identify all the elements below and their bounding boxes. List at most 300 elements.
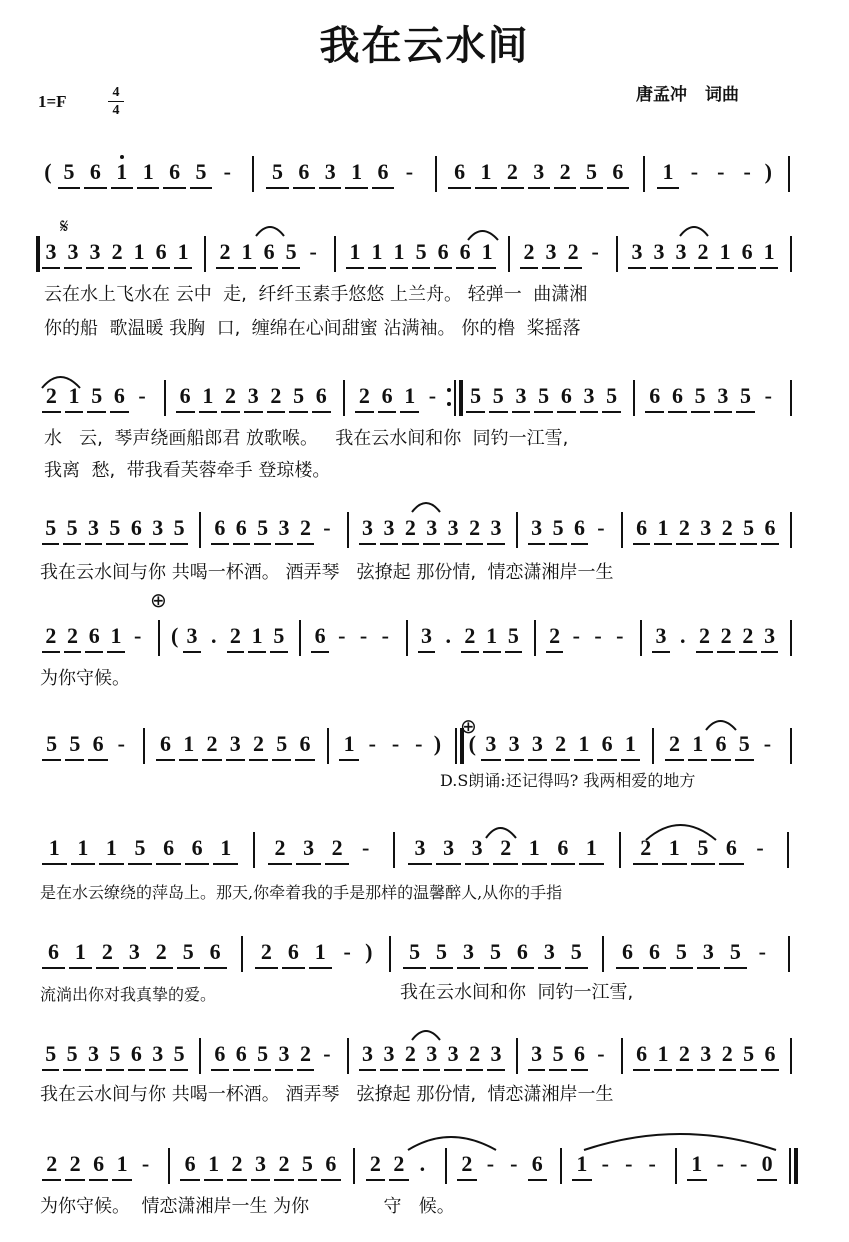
- note: -: [758, 939, 766, 964]
- note: 3: [362, 1041, 374, 1066]
- note: 5: [694, 383, 706, 408]
- note: 1: [241, 239, 253, 264]
- note: 5: [182, 939, 194, 964]
- note: 6: [725, 835, 737, 860]
- note: (: [44, 159, 52, 184]
- note: 6: [557, 835, 569, 860]
- note: 1: [486, 623, 498, 648]
- note: 3: [490, 515, 502, 540]
- note: 2: [206, 731, 218, 756]
- note: 3: [764, 623, 776, 648]
- note: 2: [668, 731, 680, 756]
- note: 5: [740, 383, 752, 408]
- note: 3: [545, 239, 557, 264]
- note: 6: [191, 835, 203, 860]
- note: 3: [152, 515, 164, 540]
- note: 2: [640, 835, 652, 860]
- note: 2: [45, 623, 57, 648]
- note: 5: [173, 1041, 185, 1066]
- note: 1: [624, 731, 636, 756]
- note: 2: [404, 515, 416, 540]
- note: 2: [369, 1151, 381, 1176]
- note: 3: [531, 1041, 543, 1066]
- note: 5: [276, 731, 288, 756]
- note: 1: [763, 239, 775, 264]
- meter-bottom: 4: [112, 103, 120, 118]
- note: 1: [351, 159, 363, 184]
- note: 3: [508, 731, 520, 756]
- note: 6: [437, 239, 449, 264]
- note: 1: [719, 239, 731, 264]
- note: 3: [583, 383, 595, 408]
- note: 1: [349, 239, 361, 264]
- note: -: [391, 731, 400, 756]
- note: 5: [606, 383, 618, 408]
- note: 2: [231, 1151, 243, 1176]
- note: -: [141, 1151, 150, 1176]
- note: 1: [74, 939, 86, 964]
- note: 5: [45, 515, 57, 540]
- note: 3: [421, 623, 432, 648]
- note: 5: [293, 383, 305, 408]
- narration-line-1: D.S朗诵:还记得吗? 我两相爱的地方: [440, 771, 696, 790]
- note: 1: [220, 835, 232, 860]
- note: 3: [254, 1151, 266, 1176]
- key-signature: 1=F: [38, 92, 67, 111]
- note: 3: [717, 383, 729, 408]
- note: -: [763, 731, 772, 756]
- note: 1: [77, 835, 89, 860]
- note: 5: [91, 383, 103, 408]
- note: 2: [500, 835, 512, 860]
- narration-line-3: 流淌出你对我真挚的爱。: [40, 985, 217, 1004]
- note: 6: [163, 835, 175, 860]
- note: (: [468, 731, 476, 756]
- note: 6: [612, 159, 624, 184]
- note: 1: [528, 835, 540, 860]
- note: 1: [314, 939, 326, 964]
- note: 5: [173, 515, 185, 540]
- note: 6: [235, 1041, 247, 1066]
- note: 5: [273, 623, 285, 648]
- note: -: [743, 159, 751, 184]
- note: 6: [648, 939, 660, 964]
- lyric-line-7: 我在云水间和你 同钓一江雪,: [400, 982, 634, 1003]
- note: 3: [152, 1041, 164, 1066]
- note: 6: [573, 1041, 585, 1066]
- note: 1: [142, 159, 154, 184]
- note: 3: [45, 239, 57, 264]
- note: 1: [692, 731, 704, 756]
- note: 6: [649, 383, 661, 408]
- note: 6: [92, 731, 104, 756]
- note: 3: [490, 1041, 502, 1066]
- note: 6: [381, 383, 393, 408]
- note: 5: [301, 1151, 313, 1176]
- note: 2: [742, 623, 754, 648]
- note: 6: [325, 1151, 337, 1176]
- note: .: [210, 623, 217, 648]
- note: 2: [274, 835, 286, 860]
- note: -: [616, 623, 624, 648]
- note: 5: [109, 515, 121, 540]
- repeat-start-bar: [36, 236, 40, 272]
- note: -: [323, 1041, 331, 1066]
- note: 2: [464, 623, 476, 648]
- note: 6: [214, 1041, 226, 1066]
- note: 2: [358, 383, 370, 408]
- note: 5: [45, 1041, 57, 1066]
- coda-mark-2: ⊕: [460, 714, 477, 738]
- note: 6: [155, 239, 167, 264]
- note: 6: [179, 383, 191, 408]
- note: 5: [470, 383, 482, 408]
- note: 6: [113, 383, 125, 408]
- note: 2: [252, 731, 264, 756]
- lyric-line-1b: 你的船 歌温暖 我胸 口, 缠绵在心间甜蜜 沾满袖。 你的橹 桨摇落: [44, 318, 581, 339]
- note: -: [601, 1151, 609, 1176]
- note: 1: [404, 383, 416, 408]
- note: 3: [447, 515, 459, 540]
- note: 1: [657, 1041, 669, 1066]
- note: 2: [69, 1151, 81, 1176]
- note: 6: [235, 515, 247, 540]
- note: 3: [531, 731, 543, 756]
- note: 5: [271, 159, 283, 184]
- note: 5: [489, 939, 501, 964]
- note: 3: [128, 939, 140, 964]
- note: 2: [299, 515, 311, 540]
- note: 6: [764, 515, 776, 540]
- note: 5: [729, 939, 741, 964]
- note: 6: [89, 159, 101, 184]
- note: 6: [516, 939, 528, 964]
- note: 5: [63, 159, 75, 184]
- note: 1: [105, 835, 117, 860]
- note: 5: [492, 383, 504, 408]
- note: 2: [219, 239, 231, 264]
- note: 5: [675, 939, 687, 964]
- note: 3: [533, 159, 545, 184]
- note: 3: [485, 731, 497, 756]
- note: 3: [447, 1041, 459, 1066]
- note: 1: [251, 623, 263, 648]
- note: 2: [155, 939, 167, 964]
- note: 5: [415, 239, 427, 264]
- note: 1: [668, 835, 680, 860]
- note: 3: [67, 239, 79, 264]
- note: 3: [324, 159, 336, 184]
- note: 3: [88, 515, 100, 540]
- note: 6: [209, 939, 221, 964]
- note: 1: [576, 1151, 588, 1176]
- note: 6: [459, 239, 471, 264]
- note: 1: [116, 159, 128, 184]
- note: 3: [463, 939, 474, 964]
- note: 3: [653, 239, 665, 264]
- note: (: [170, 623, 179, 648]
- note: -: [591, 239, 599, 264]
- lyric-line-3: 我在云水间与你 共喝一杯酒。 酒弄琴 弦撩起 那份情, 情恋潇湘岸一生: [40, 562, 614, 583]
- note: 1: [691, 1151, 703, 1176]
- note: 3: [700, 1041, 712, 1066]
- note: 5: [257, 515, 269, 540]
- note: 2: [678, 1041, 690, 1066]
- note: 1: [578, 731, 590, 756]
- note: -: [368, 731, 376, 756]
- note: -: [510, 1151, 518, 1176]
- note: 1: [116, 1151, 128, 1176]
- note: -: [405, 159, 414, 184]
- note: 2: [567, 239, 579, 264]
- note: 6: [636, 515, 648, 540]
- note: 5: [743, 515, 755, 540]
- note: 6: [715, 731, 727, 756]
- note: 3: [303, 835, 315, 860]
- note: 6: [47, 939, 59, 964]
- note: 2: [299, 1041, 311, 1066]
- note: 5: [586, 159, 598, 184]
- note: 5: [66, 515, 78, 540]
- lyric-line-8: 我在云水间与你 共喝一杯酒。 酒弄琴 弦撩起 那份情, 情恋潇湘岸一生: [40, 1084, 614, 1105]
- note: 5: [134, 835, 146, 860]
- note: 1: [208, 1151, 220, 1176]
- note: .: [679, 623, 686, 648]
- note: 1: [480, 159, 492, 184]
- note: 2: [45, 383, 57, 408]
- note: 2: [721, 1041, 733, 1066]
- note: 1: [585, 835, 597, 860]
- note: 6: [636, 1041, 648, 1066]
- note: 3: [655, 623, 667, 648]
- note: -: [428, 383, 437, 408]
- note: 6: [601, 731, 613, 756]
- lyric-line-2: 水 云, 琴声绕画船郎君 放歌喉。 我在云水间和你 同钓一江雪,: [44, 428, 569, 449]
- note: 1: [202, 383, 214, 408]
- note: 3: [675, 239, 687, 264]
- note: 3: [531, 515, 543, 540]
- note: 3: [362, 515, 374, 540]
- note: 6: [130, 515, 142, 540]
- note: 5: [195, 159, 207, 184]
- note: -: [486, 1151, 495, 1176]
- note: -: [117, 731, 125, 756]
- note: -: [597, 1041, 605, 1066]
- note: 2: [393, 1151, 405, 1176]
- note: 6: [560, 383, 572, 408]
- note: 3: [229, 731, 241, 756]
- note: -: [764, 383, 772, 408]
- note: 1: [110, 623, 122, 648]
- note: -: [625, 1151, 633, 1176]
- note: 2: [678, 515, 690, 540]
- note: -: [381, 623, 389, 648]
- note: 3: [543, 939, 555, 964]
- note: 1: [177, 239, 189, 264]
- note: 5: [109, 1041, 121, 1066]
- note: 6: [93, 1151, 105, 1176]
- note: 5: [507, 623, 519, 648]
- note: 2: [721, 515, 733, 540]
- note: -: [362, 835, 370, 860]
- note: 3: [247, 383, 259, 408]
- note: 5: [743, 1041, 755, 1066]
- segno-mark: 𝄋: [60, 214, 69, 238]
- note: 6: [88, 623, 100, 648]
- note: 2: [260, 939, 272, 964]
- note: 6: [573, 515, 585, 540]
- note: 3: [89, 239, 101, 264]
- note: 2: [46, 1151, 58, 1176]
- note: 3: [383, 1041, 395, 1066]
- note: ): [764, 159, 772, 184]
- note: 6: [287, 939, 299, 964]
- note: 2: [559, 159, 571, 184]
- note: 6: [315, 383, 327, 408]
- note: 6: [377, 159, 389, 184]
- note: 2: [469, 515, 481, 540]
- note: 2: [331, 835, 343, 860]
- note: ): [365, 939, 373, 964]
- note: -: [597, 515, 605, 540]
- note: 2: [555, 731, 567, 756]
- note: 5: [46, 731, 58, 756]
- note: 3: [471, 835, 483, 860]
- note: 3: [383, 515, 395, 540]
- note: 6: [764, 1041, 776, 1066]
- note: 5: [738, 731, 750, 756]
- note: 5: [409, 939, 421, 964]
- note: 1: [343, 731, 355, 756]
- note: 2: [278, 1151, 290, 1176]
- note: 2: [225, 383, 237, 408]
- note: 2: [461, 1151, 473, 1176]
- note: 6: [263, 239, 275, 264]
- note: 5: [436, 939, 448, 964]
- note: 5: [697, 835, 709, 860]
- note: -: [223, 159, 231, 184]
- note: 5: [552, 515, 564, 540]
- note: 1: [68, 383, 80, 408]
- note: 3: [426, 515, 438, 540]
- note: 2: [523, 239, 535, 264]
- note: 6: [671, 383, 683, 408]
- note: 1: [133, 239, 145, 264]
- note: 3: [515, 383, 527, 408]
- note: 2: [270, 383, 282, 408]
- note: 6: [298, 159, 310, 184]
- note: 5: [552, 1041, 564, 1066]
- note: -: [359, 623, 368, 648]
- note: 6: [454, 159, 466, 184]
- note: 2: [698, 623, 710, 648]
- note: -: [138, 383, 146, 408]
- note: 1: [657, 515, 669, 540]
- note: 2: [101, 939, 113, 964]
- note: 3: [88, 1041, 100, 1066]
- note: 1: [393, 239, 405, 264]
- note: 2: [404, 1041, 416, 1066]
- note: 3: [186, 623, 198, 648]
- note: .: [445, 623, 451, 648]
- note: 6: [159, 731, 171, 756]
- lyric-line-4: 为你守候。: [40, 668, 130, 689]
- note: 1: [183, 731, 195, 756]
- note: 3: [414, 835, 426, 860]
- note: 2: [697, 239, 709, 264]
- note: 5: [257, 1041, 269, 1066]
- note: -: [338, 623, 346, 648]
- author-name: 唐孟冲: [636, 85, 687, 105]
- lyric-line-2b: 我离 愁, 带我看芙蓉牵手 登琼楼。: [44, 460, 331, 481]
- note: 1: [662, 159, 674, 184]
- lyric-line-9: 为你守候。 情恋潇湘岸一生 为你 守 候。: [40, 1196, 455, 1217]
- note: 5: [69, 731, 81, 756]
- note: -: [309, 239, 317, 264]
- note: 2: [549, 623, 561, 648]
- note: -: [572, 623, 580, 648]
- note: -: [740, 1151, 748, 1176]
- note: 2: [229, 623, 241, 648]
- note: 0: [761, 1151, 773, 1176]
- note: 5: [66, 1041, 78, 1066]
- note: 2: [469, 1041, 481, 1066]
- note: -: [690, 159, 699, 184]
- note: .: [419, 1151, 426, 1176]
- note: 3: [631, 239, 643, 264]
- note: 5: [538, 383, 550, 408]
- coda-mark-1: ⊕: [150, 588, 167, 612]
- note: 3: [702, 939, 714, 964]
- note: 3: [278, 515, 290, 540]
- note: 6: [299, 731, 311, 756]
- note: 1: [371, 239, 383, 264]
- note: -: [415, 731, 423, 756]
- note: 5: [285, 239, 297, 264]
- note: 1: [48, 835, 60, 860]
- note: -: [716, 1151, 724, 1176]
- note: 6: [741, 239, 753, 264]
- note: 3: [426, 1041, 438, 1066]
- note: 2: [67, 623, 79, 648]
- note: 6: [622, 939, 633, 964]
- note: 6: [130, 1041, 142, 1066]
- note: 2: [506, 159, 518, 184]
- note: ): [433, 731, 442, 756]
- note: -: [594, 623, 602, 648]
- note: 2: [111, 239, 123, 264]
- note: -: [134, 623, 142, 648]
- note: -: [648, 1151, 656, 1176]
- note: 1: [481, 239, 493, 264]
- narration-line-2: 是在水云缭绕的萍岛上。那天,你牵着我的手是那样的温馨醉人,从你的手指: [40, 883, 563, 902]
- note: -: [343, 939, 351, 964]
- note: -: [756, 835, 764, 860]
- author-role: 词曲: [705, 85, 739, 105]
- note: 3: [443, 835, 455, 860]
- meter-top: 4: [112, 85, 120, 100]
- note: 6: [314, 623, 326, 648]
- lyric-line-1: 云在水上飞水在 云中 走, 纤纤玉素手悠悠 上兰舟。 轻弹一 曲潇湘: [44, 284, 588, 305]
- note: -: [323, 515, 331, 540]
- note: 3: [700, 515, 712, 540]
- note: 6: [531, 1151, 543, 1176]
- note: 3: [278, 1041, 290, 1066]
- note: 6: [169, 159, 181, 184]
- note: 2: [720, 623, 732, 648]
- song-title: 我在云水间: [319, 22, 530, 69]
- note: 6: [184, 1151, 196, 1176]
